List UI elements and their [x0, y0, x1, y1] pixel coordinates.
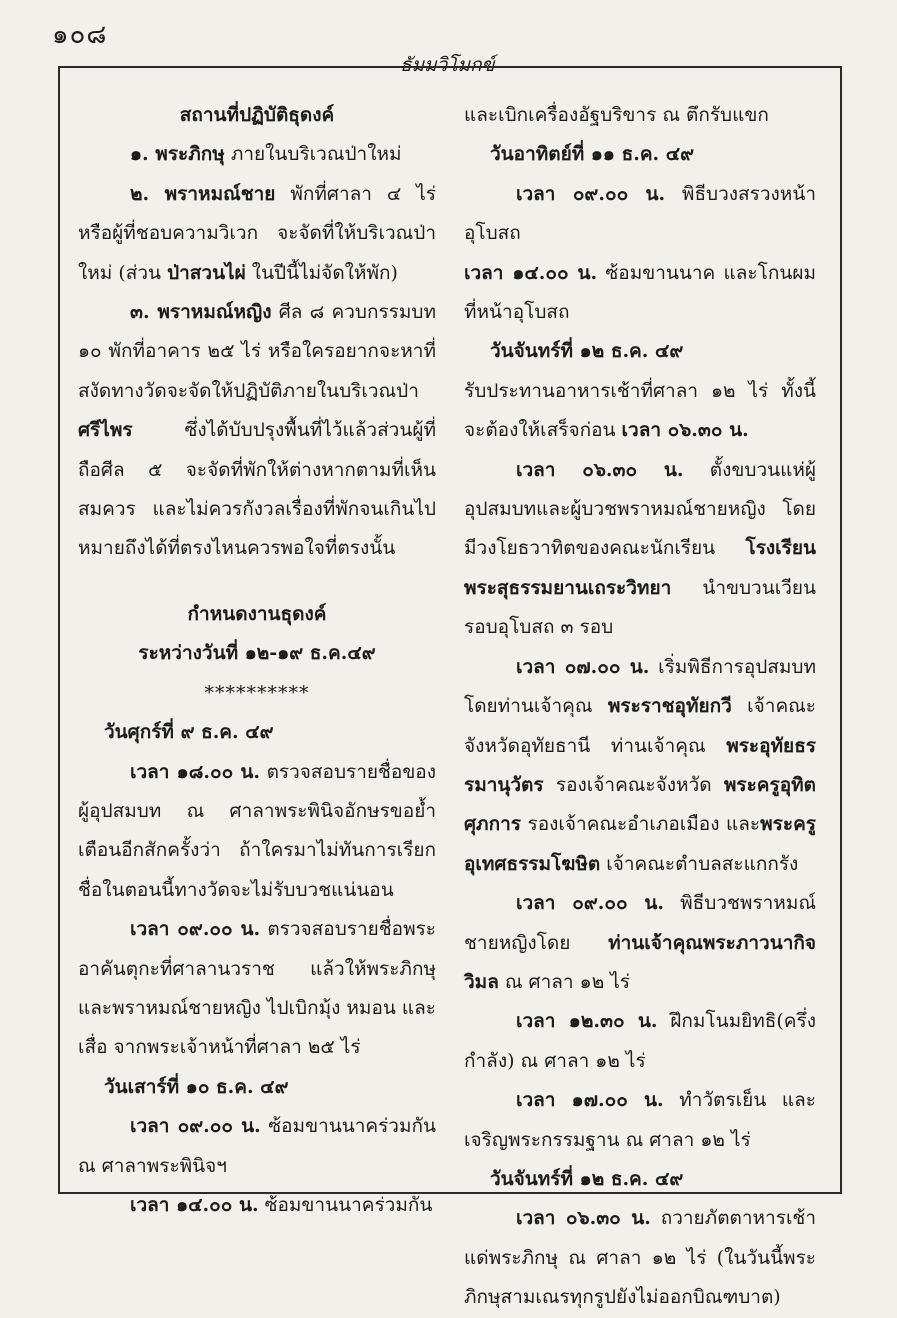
schedule-entry: เวลา ๐๙.๐๐ น. พิธีบวงสรวงหน้าอุโบสถ [464, 182, 816, 245]
day-heading: วันศุกร์ที่ ๙ ธ.ค. ๔๙ [104, 721, 274, 744]
schedule-entry: เวลา ๐๖.๓๐ น. ถวายภัตตาหารเช้าแด่พระภิกษุ ณ ศาลา ๑๒ ไร่ (ในวันนี้พระภิกษุสามเณรทุกรูปยังไม่ออกบิณฑบาต) [464, 1207, 816, 1309]
paragraph: รับประทานอาหารเช้าที่ศาลา ๑๒ ไร่ ทั้งนี้จะต้องให้เสร็จก่อน เวลา ๐๖.๓๐ น. [464, 379, 816, 442]
paragraph: ๓. พราหมณ์หญิง ศีล ๘ ควบกรรมบท ๑๐ พักที่อาคาร ๒๕ ไร่ หรือใครอยากจะหาที่สงัดทางวัดจะจัดให้ปฏิบัติภายในบริเวณป่า ศรีไพร ซึ่งได้บับปรุงพื้นที่ไว้แล้วส่วนผู้ที่ถือศีล ๕ จะจัดที่พักให้ต่างหากตามที่เห็นสมควร และไม่ควรกังวลเรื่องที่พักจนเกินไป หมายถึงได้ที่ตรงไหนควรพอใจที่ตรงนั้น [78, 301, 436, 560]
paragraph: ๑. พระภิกษุ ภายในบริเวณป่าใหม่ [130, 143, 402, 166]
schedule-entry: เวลา ๑๔.๐๐ น. ซ้อมขานนาคร่วมกัน [130, 1193, 433, 1216]
running-title: ธัมมวิโมกข์ [400, 54, 495, 76]
schedule-entry: เวลา ๐๙.๐๐ น. ซ้อมขานนาคร่วมกัน ณ ศาลาพระพินิจฯ [78, 1115, 436, 1177]
page-number: ๑๐๘ [52, 20, 108, 50]
section-subheading: ระหว่างวันที่ ๑๒-๑๙ ธ.ค.๔๙ [138, 642, 376, 665]
schedule-entry: เวลา ๐๙.๐๐ น. พิธีบวชพราหมณ์ชายหญิงโดย ท่านเจ้าคุณพระภาวนากิจวิมล ณ ศาลา ๑๒ ไร่ [464, 892, 816, 993]
paragraph: ๒. พราหมณ์ชาย พักที่ศาลา ๔ ไร่ หรือผู้ที่ชอบความวิเวก จะจัดที่ให้บริเวณป่าใหม่ (ส่วน ป่าสวนไผ่ ในปีนี้ไม่จัดให้พัก) [78, 182, 436, 284]
day-heading: วันจันทร์ที่ ๑๒ ธ.ค. ๔๙ [490, 1167, 684, 1190]
day-heading: วันจันทร์ที่ ๑๒ ธ.ค. ๔๙ [490, 340, 684, 363]
schedule-entry: เวลา ๑๗.๐๐ น. ทำวัตรเย็น และเจริญพระกรรมฐาน ณ ศาลา ๑๒ ไร่ [464, 1089, 816, 1151]
paragraph: และเบิกเครื่องอัฐบริขาร ณ ตึกรับแขก [464, 104, 769, 126]
schedule-entry: เวลา ๐๙.๐๐ น. ตรวจสอบรายชื่อพระอาคันตุกะที่ศาลานวราช แล้วให้พระภิกษุและพราหมณ์ชายหญิง ไปเบิกมุ้ง หมอน และเสื่อ จากพระเจ้าหน้าที่ศาลา ๒๕ ไร่ [78, 918, 436, 1059]
separator: ********** [204, 681, 310, 704]
section-heading: กำหนดงานธุดงค์ [187, 602, 327, 625]
schedule-entry: เวลา ๑๔.๐๐ น. ซ้อมขานนาค และโกนผมที่หน้าอุโบสถ [464, 261, 816, 324]
day-heading: วันอาทิตย์ที่ ๑๑ ธ.ค. ๔๙ [490, 143, 695, 166]
schedule-entry: เวลา ๐๗.๐๐ น. เริ่มพิธีการอุปสมบทโดยท่านเจ้าคุณ พระราชอุทัยกวี เจ้าคณะจังหวัดอุทัยธานี ท่านเจ้าคุณ พระอุทัยธรรมานุวัตร รองเจ้าคณะจังหวัด พระครูอุทิตศุภการ รองเจ้าคณะอำเภอเมือง และพระครูอุเทศธรรมโฆษิต เจ้าคณะตำบลสะแกกรัง [464, 655, 816, 875]
day-heading: วันเสาร์ที่ ๑๐ ธ.ค. ๔๙ [104, 1075, 289, 1098]
left-column [78, 96, 436, 1225]
schedule-entry: เวลา ๐๖.๓๐ น. ตั้งขบวนแห่ผู้อุปสมบทและผู้บวชพราหมณ์ชายหญิง โดยมีวงโยธวาทิตของคณะนักเรียน โรงเรียนพระสุธรรมยานเถระวิทยา นำขบวนเวียนรอบอุโบสถ ๓ รอบ [464, 458, 816, 639]
schedule-entry: เวลา ๑๘.๐๐ น. ตรวจสอบรายชื่อของผู้อุปสมบท ณ ศาลาพระพินิจอักษรขอย้ำเตือนอีกสักครั้งว่า ถ้าใครมาไม่ทันการเรียกชื่อในตอนนี้ทางวัดจะไม่รับบวชแน่นอน [78, 760, 436, 901]
schedule-entry: เวลา ๑๒.๓๐ น. ฝึกมโนมยิทธิ(ครึ่งกำลัง) ณ ศาลา ๑๒ ไร่ [464, 1010, 817, 1072]
section-heading: สถานที่ปฏิบัติธุดงค์ [179, 104, 335, 126]
right-column [464, 96, 816, 1318]
